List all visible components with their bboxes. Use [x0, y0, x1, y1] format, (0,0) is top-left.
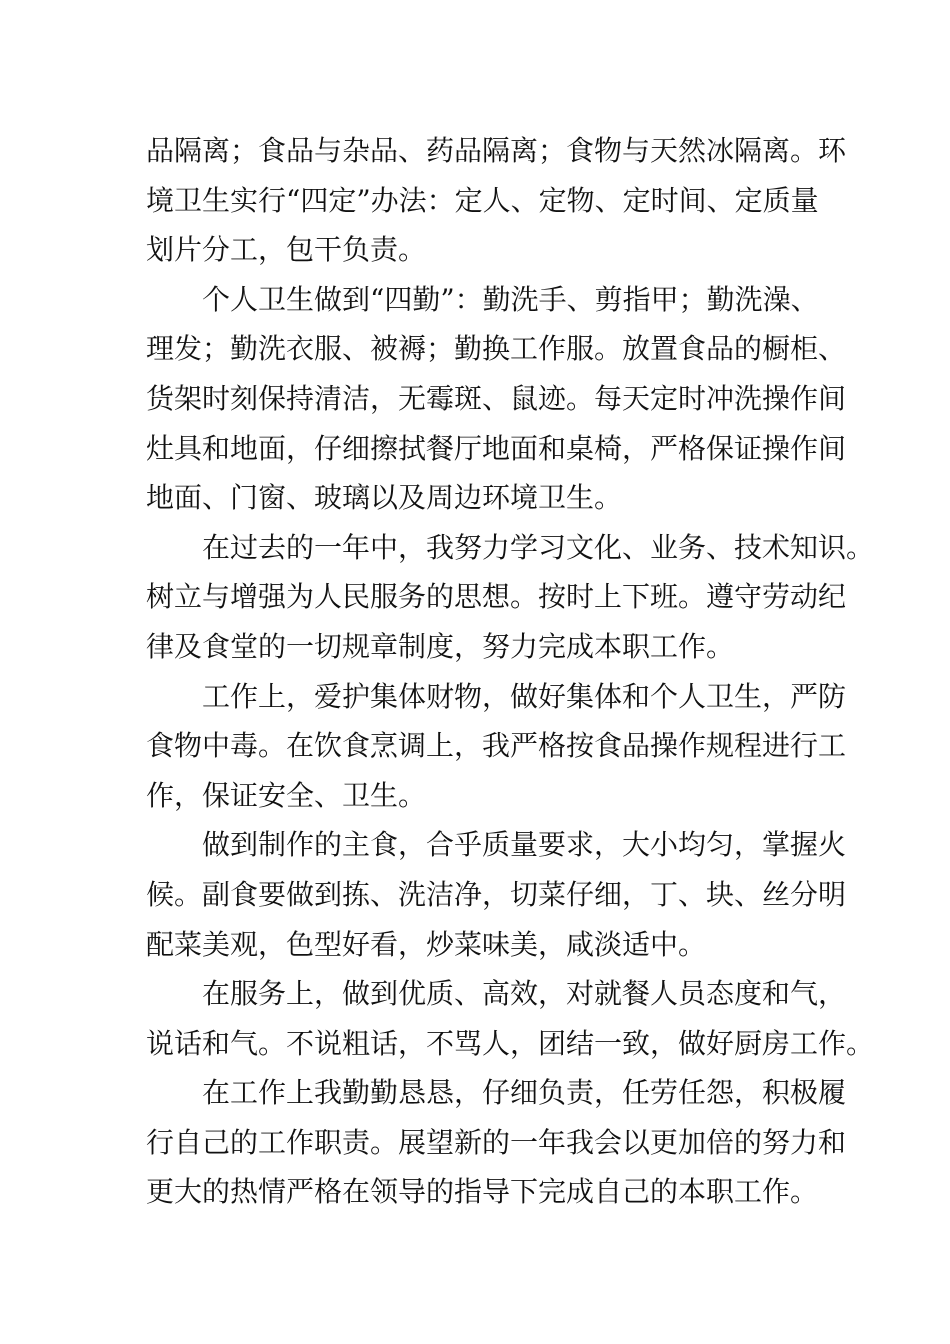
text-line: 在过去的一年中，我努力学习文化、业务、技术知识。 [202, 530, 875, 564]
text-line: 行自己的工作职责。展望新的一年我会以更加倍的努力和 [146, 1125, 847, 1159]
document-body [146, 126, 875, 1217]
text-line: 在工作上我勤勤恳恳，仔细负责，任劳任怨，积极履 [202, 1076, 847, 1110]
text-line: 树立与增强为人民服务的思想。按时上下班。遵守劳动纪 [146, 580, 847, 614]
text-line: 货架时刻保持清洁，无霉斑、鼠迹。每天定时冲洗操作间 [146, 381, 847, 415]
text-line: 地面、门窗、玻璃以及周边环境卫生。 [146, 481, 623, 515]
text-line: 灶具和地面，仔细擦拭餐厅地面和桌椅，严格保证操作间 [146, 431, 847, 465]
text-line: 候。副食要做到拣、洗洁净，切菜仔细，丁、块、丝分明 [146, 877, 847, 911]
text-line: 品隔离；食品与杂品、药品隔离；食物与天然冰隔离。环 [146, 134, 847, 167]
text-line: 说话和气。不说粗话，不骂人，团结一致，做好厨房工作。 [146, 1026, 875, 1060]
text-line: 配菜美观，色型好看，炒菜味美，咸淡适中。 [146, 927, 707, 961]
text-line: 工作上，爱护集体财物，做好集体和个人卫生，严防 [202, 679, 847, 713]
text-line: 作，保证安全、卫生。 [146, 778, 427, 812]
text-line: 律及食堂的一切规章制度，努力完成本职工作。 [146, 629, 735, 663]
text-line: 食物中毒。在饮食烹调上，我严格按食品操作规程进行工 [146, 729, 847, 763]
text-line: 理发；勤洗衣服、被褥；勤换工作服。放置食品的橱柜、 [146, 332, 847, 366]
text-line: 做到制作的主食，合乎质量要求，大小均匀，掌握火 [202, 828, 847, 862]
text-line: 更大的热情严格在领导的指导下完成自己的本职工作。 [146, 1175, 819, 1209]
text-line: 个人卫生做到“四勤”：勤洗手、剪指甲；勤洗澡、 [202, 282, 819, 316]
text-line: 境卫生实行“四定”办法：定人、定物、定时间、定质量 [146, 183, 819, 217]
text-line: 在服务上，做到优质、高效，对就餐人员态度和气， [202, 977, 847, 1011]
text-line: 划片分工，包干负责。 [146, 233, 427, 267]
